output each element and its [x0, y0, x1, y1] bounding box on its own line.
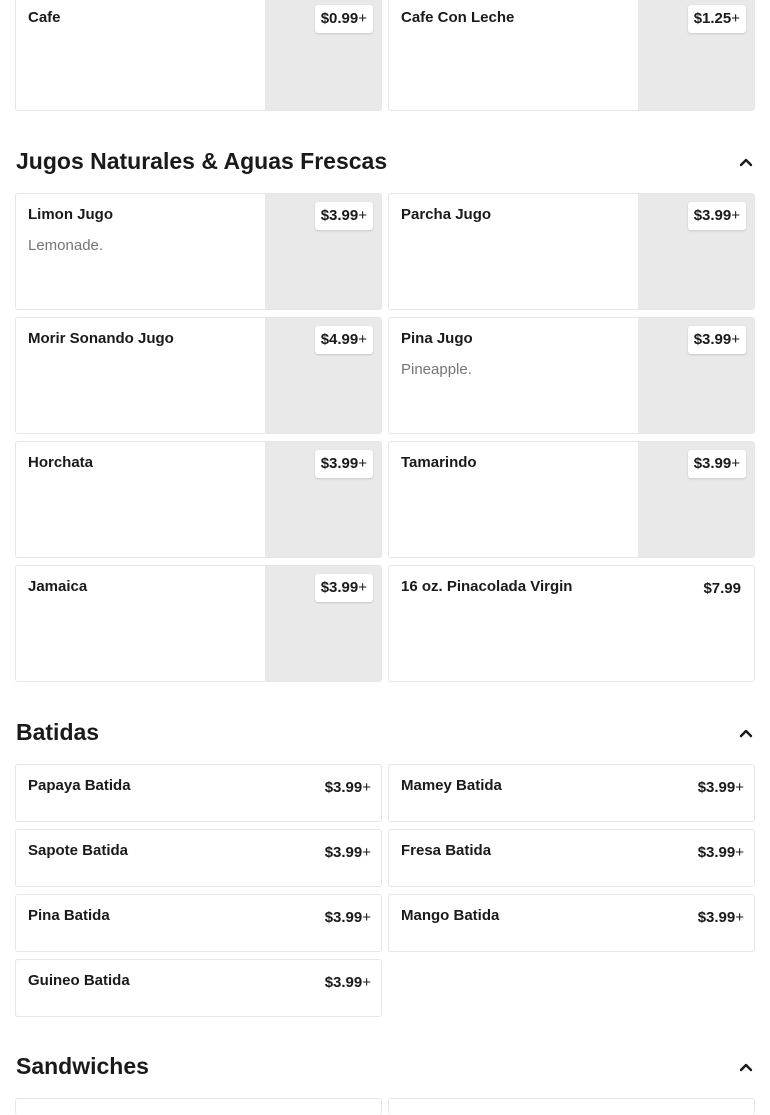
item-name: 16 oz. Pinacolada Virgin [401, 578, 573, 595]
item-price: $3.99+ [697, 909, 744, 926]
menu-item-card[interactable] [15, 959, 382, 1017]
item-price: $4.99+ [315, 326, 373, 354]
item-name: Mamey Batida [401, 777, 502, 794]
menu-item-card[interactable] [15, 565, 382, 682]
item-name: Papaya Batida [28, 777, 131, 794]
item-price: $3.99+ [688, 202, 746, 230]
item-price: $3.99+ [315, 202, 373, 230]
item-name: Guineo Batida [28, 972, 130, 989]
menu-item-card[interactable] [15, 764, 382, 822]
item-name: Pina Batida [28, 907, 110, 924]
menu-item-card[interactable] [15, 894, 382, 952]
menu-item-card[interactable] [15, 317, 382, 434]
item-price: $3.99+ [697, 844, 744, 861]
item-description: Pineapple. [401, 361, 472, 378]
item-name: Limon Jugo [28, 206, 113, 223]
section-title-jugos: Jugos Naturales & Aguas Frescas [16, 148, 388, 174]
item-price: $1.25+ [688, 5, 746, 33]
menu-item-card[interactable] [15, 829, 382, 887]
item-price: $3.99+ [324, 974, 371, 991]
section-title-batidas: Batidas [16, 719, 100, 745]
item-name: Cafe [28, 9, 61, 26]
item-price: $3.99+ [688, 450, 746, 478]
chevron-up-icon[interactable] [738, 154, 754, 170]
item-name: Horchata [28, 454, 94, 471]
item-name: Jamaica [28, 578, 88, 595]
item-price: $3.99+ [324, 844, 371, 861]
menu-item-card[interactable] [388, 317, 755, 434]
menu-item-card[interactable] [388, 1098, 755, 1115]
item-price: $7.99 [703, 580, 741, 597]
menu-item-card[interactable] [15, 441, 382, 558]
chevron-up-icon[interactable] [738, 1059, 754, 1075]
menu-item-card[interactable] [388, 441, 755, 558]
menu-item-card[interactable] [15, 193, 382, 310]
menu-item-card[interactable] [388, 829, 755, 887]
item-description: Lemonade. [28, 237, 104, 254]
item-price: $3.99+ [315, 574, 373, 602]
item-price: $3.99+ [324, 779, 371, 796]
menu-item-card[interactable] [15, 1098, 382, 1115]
item-name: Parcha Jugo [401, 206, 492, 223]
menu-item-card[interactable] [388, 0, 755, 111]
item-price: $3.99+ [688, 326, 746, 354]
section-title-sandwiches: Sandwiches [16, 1053, 149, 1079]
item-price: $3.99+ [697, 779, 744, 796]
item-price: $3.99+ [324, 909, 371, 926]
menu-item-card[interactable] [388, 565, 755, 682]
item-price: $0.99+ [315, 5, 373, 33]
menu-item-card[interactable] [388, 764, 755, 822]
item-name: Cafe Con Leche [401, 9, 515, 26]
item-name: Mango Batida [401, 907, 500, 924]
menu-item-card[interactable] [388, 193, 755, 310]
menu-item-card[interactable] [15, 0, 382, 111]
item-name: Tamarindo [401, 454, 477, 471]
item-name: Pina Jugo [401, 330, 473, 347]
item-name: Fresa Batida [401, 842, 492, 859]
item-name: Morir Sonando Jugo [28, 330, 174, 347]
item-price: $3.99+ [315, 450, 373, 478]
menu-item-card[interactable] [388, 894, 755, 952]
chevron-up-icon[interactable] [738, 725, 754, 741]
item-name: Sapote Batida [28, 842, 129, 859]
